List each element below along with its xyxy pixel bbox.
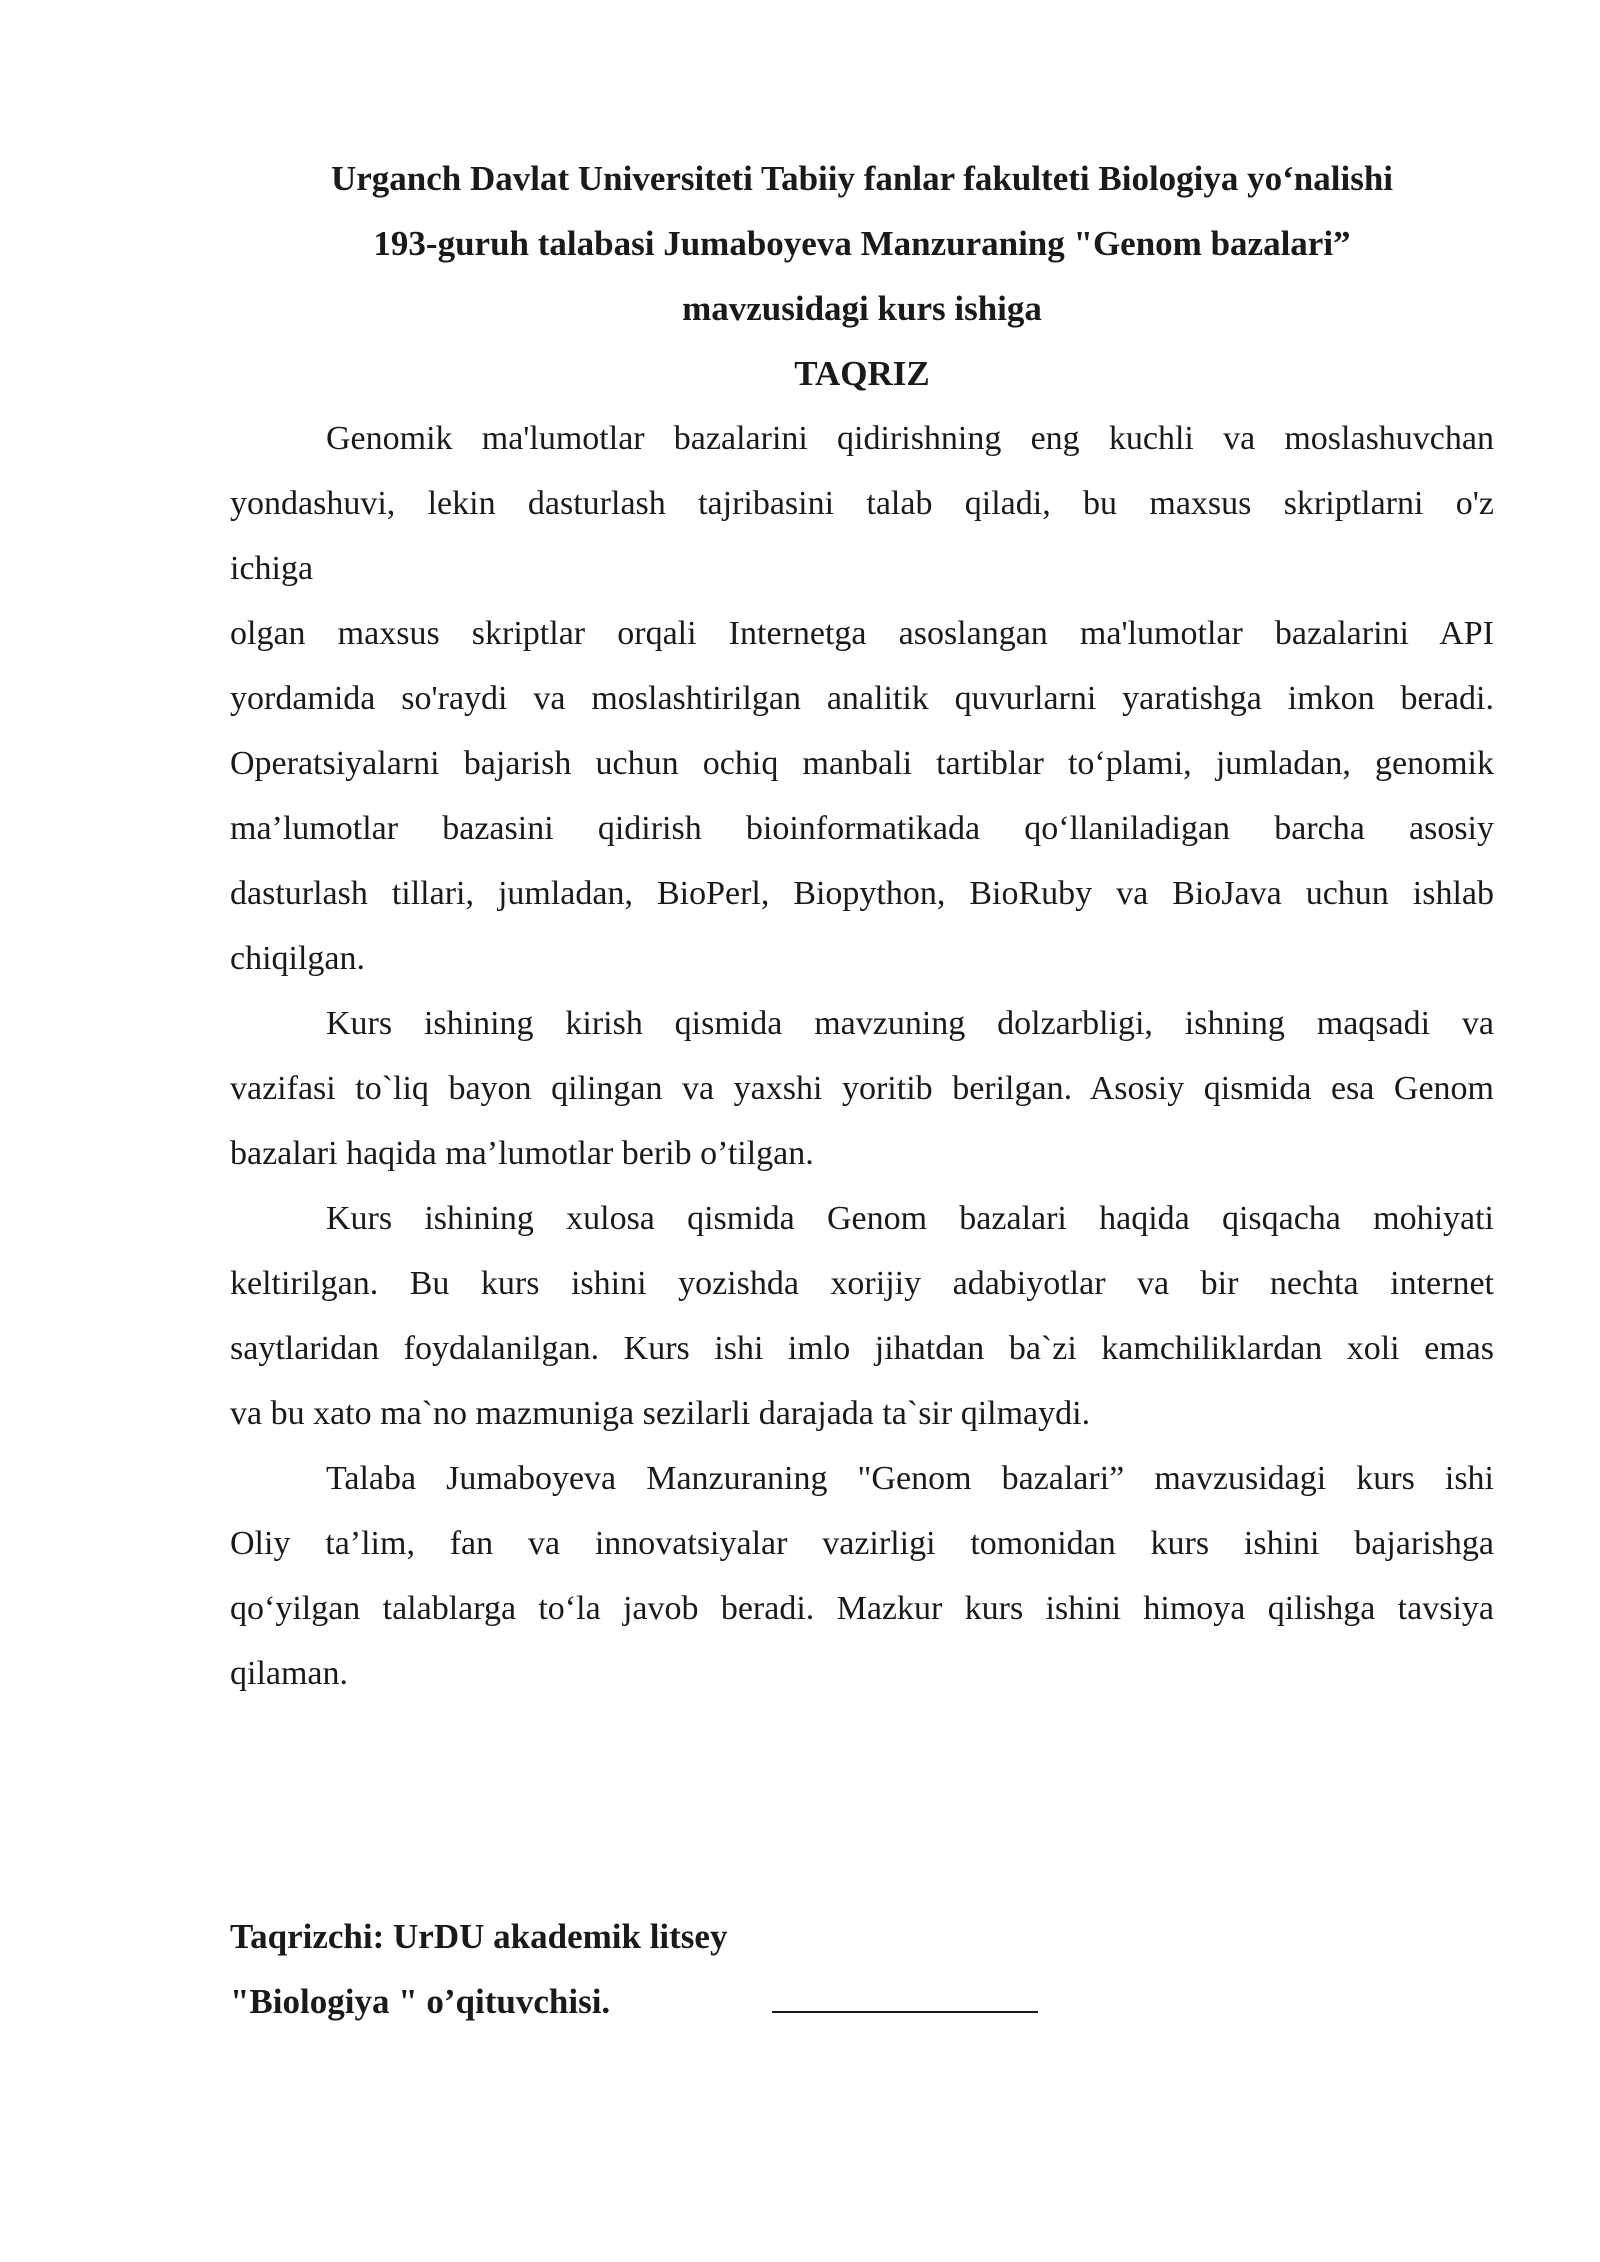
paragraph-line: keltirilgan. Bu kurs ishini yozishda xorijiy adabiyotlar va bir nechta internet [230,1265,1494,1302]
paragraph-2 [230,601,1494,991]
paragraph-line: bazalari haqida ma’lumotlar berib o’tilgan. [230,1135,814,1172]
paragraph-line: olgan maxsus skriptlar orqali Internetga asoslangan ma'lumotlar bazalarini API [230,615,1494,652]
paragraph-line: Talaba Jumaboyeva Manzuraning "Genom bazalari” mavzusidagi kurs ishi [326,1460,1494,1497]
document-header [230,146,1494,406]
header-line-1: Urganch Davlat Universiteti Tabiiy fanlar fakulteti Biologiya yo‘nalishi [330,159,1394,198]
paragraph-5 [230,1446,1494,1706]
paragraph-line: Operatsiyalarni bajarish uchun ochiq manbali tartiblar to‘plami, jumladan, genomik [230,745,1494,782]
paragraph-line: Genomik ma'lumotlar bazalarini qidirishning eng kuchli va moslashuvchan [326,420,1494,457]
paragraph-4 [230,1186,1494,1446]
paragraph-line: ma’lumotlar bazasini qidirish bioinformatikada qo‘llaniladigan barcha asosiy [230,810,1494,847]
paragraph-3 [230,991,1494,1186]
document-title: TAQRIZ [794,354,930,393]
reviewer-label: Taqrizchi: UrDU akademik litsey [230,1917,728,1956]
paragraph-line: va bu xato ma`no mazmuniga sezilarli darajada ta`sir qilmaydi. [230,1395,1091,1432]
reviewer-position-row [230,1969,1038,2034]
reviewer-position: "Biologiya " o’qituvchisi. [230,1982,611,2021]
paragraph-line: yordamida so'raydi va moslashtirilgan analitik quvurlarni yaratishga imkon beradi. [230,680,1494,717]
header-line-2: 193-guruh talabasi Jumaboyeva Manzuraning "Genom bazalari” [373,224,1351,263]
paragraph-line: dasturlash tillari, jumladan, BioPerl, Biopython, BioRuby va BioJava uchun ishlab [230,875,1494,912]
paragraph-1 [230,406,1494,601]
paragraph-line: Kurs ishining kirish qismida mavzuning dolzarbligi, ishning maqsadi va [326,1005,1494,1042]
paragraph-line: ichiga [230,550,314,587]
document-body [230,406,1494,1706]
paragraph-line: qilaman. [230,1655,349,1692]
paragraph-line: saytlaridan foydalanilgan. Kurs ishi imlo jihatdan ba`zi kamchiliklardan xoli emas [230,1330,1494,1367]
header-line-3: mavzusidagi kurs ishiga [682,289,1042,328]
paragraph-line: vazifasi to`liq bayon qilingan va yaxshi yoritib berilgan. Asosiy qismida esa Genom [230,1070,1494,1107]
paragraph-line: chiqilgan. [230,940,366,977]
paragraph-line: yondashuvi, lekin dasturlash tajribasini talab qiladi, bu maxsus skriptlarni o'z [230,485,1494,522]
paragraph-line: Kurs ishining xulosa qismida Genom bazalari haqida qisqacha mohiyati [326,1200,1494,1237]
paragraph-line: qo‘yilgan talablarga to‘la javob beradi. Mazkur kurs ishini himoya qilishga tavsiya [230,1590,1494,1627]
signature-line [772,1971,1038,2013]
signature-block [230,1904,1038,2034]
paragraph-line: Oliy ta’lim, fan va innovatsiyalar vazirligi tomonidan kurs ishini bajarishga [230,1525,1494,1562]
